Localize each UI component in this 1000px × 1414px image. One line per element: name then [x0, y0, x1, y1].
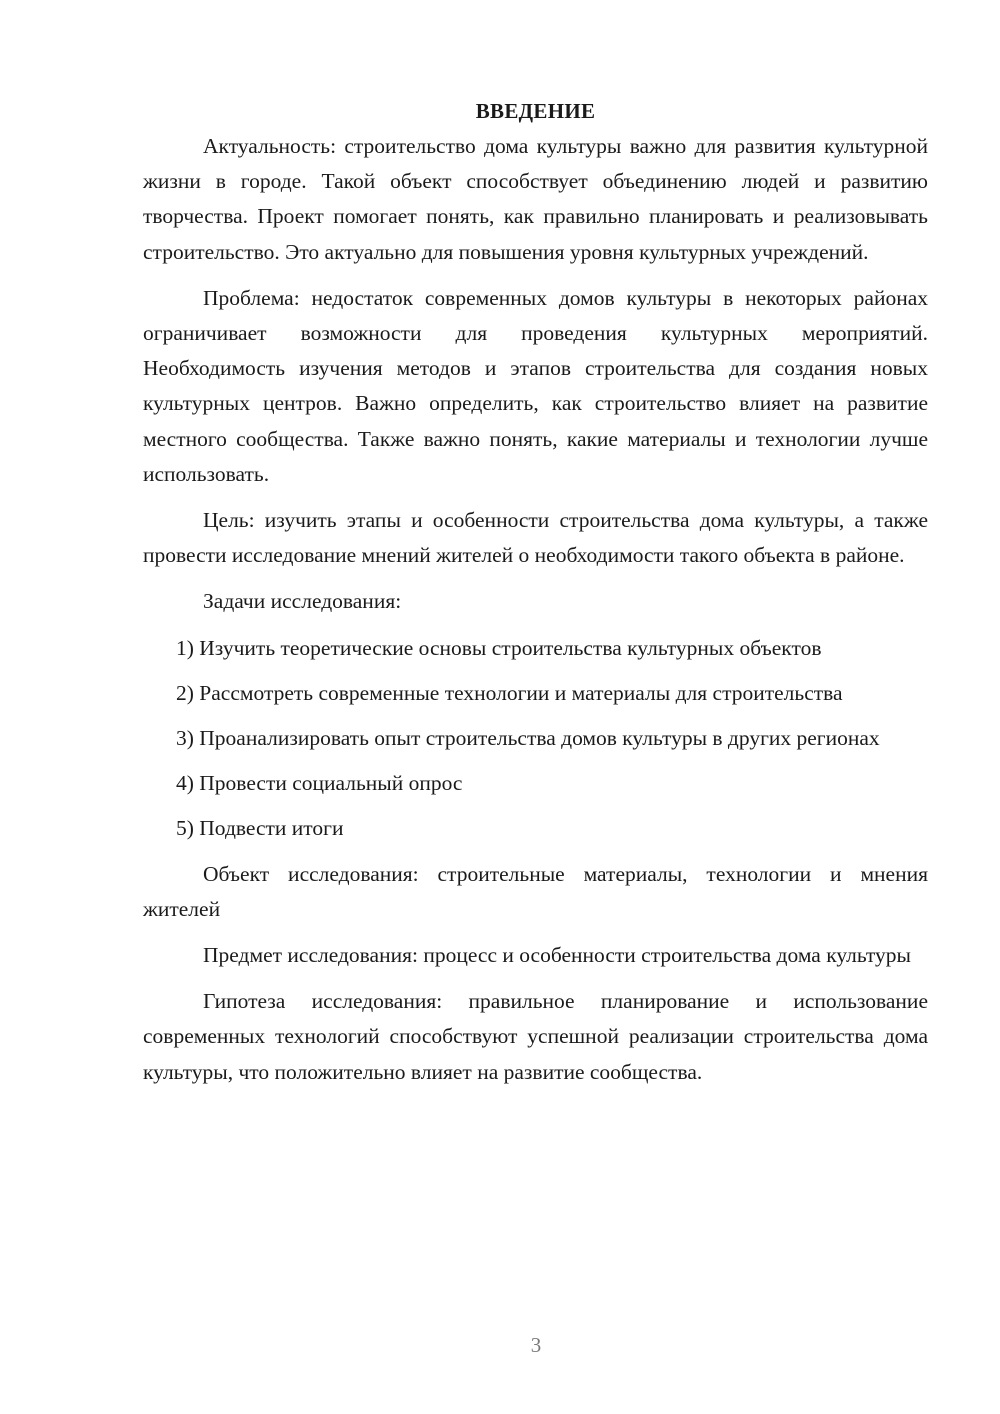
task-item-2: 2) Рассмотреть современные технологии и материалы для строительства — [176, 680, 843, 705]
task-item-4: 4) Провести социальный опрос — [176, 771, 463, 796]
goal-paragraph: Цель: изучить этапы и особенности строительства дома культуры, а также провести исследование мнений жителей о необходимости такого объекта в районе. — [143, 508, 928, 568]
task-item-1: 1) Изучить теоретические основы строительства культурных объектов — [176, 635, 822, 660]
task-item-5: 5) Подвести итоги — [176, 816, 344, 841]
subject-paragraph: Предмет исследования: процесс и особенности строительства дома культуры — [203, 943, 911, 968]
page-title: ВВЕДЕНИЕ — [475, 99, 596, 123]
relevance-paragraph: Актуальность: строительство дома культуры важно для развития культурной жизни в городе. Такой объект способствует объединению людей и развитию творчества. Проект помогает понять, как правильно планировать и реализовывать строительство. Это актуально для повышения уровня культурных учреждений. — [143, 134, 928, 264]
page-content — [143, 96, 928, 1101]
page-number: 3 — [530, 1333, 542, 1357]
task-item-3: 3) Проанализировать опыт строительства домов культуры в других регионах — [176, 726, 880, 751]
object-paragraph: Объект исследования: строительные материалы, технологии и мнения жителей — [143, 861, 928, 921]
tasks-heading: Задачи исследования: — [203, 589, 402, 614]
hypothesis-paragraph: Гипотеза исследования: правильное планирование и использование современных технологий способствуют успешной реализации строительства дома культуры, что положительно влияет на развитие сообщества. — [143, 989, 928, 1084]
problem-paragraph: Проблема: недостаток современных домов культуры в некоторых районах ограничивает возможности для проведения культурных мероприятий. Необходимость изучения методов и этапов строительства для создания новых культурных центров. Важно определить, как строительство влияет на развитие местного сообщества. Также важно понять, какие материалы и технологии лучше использовать. — [143, 285, 928, 486]
